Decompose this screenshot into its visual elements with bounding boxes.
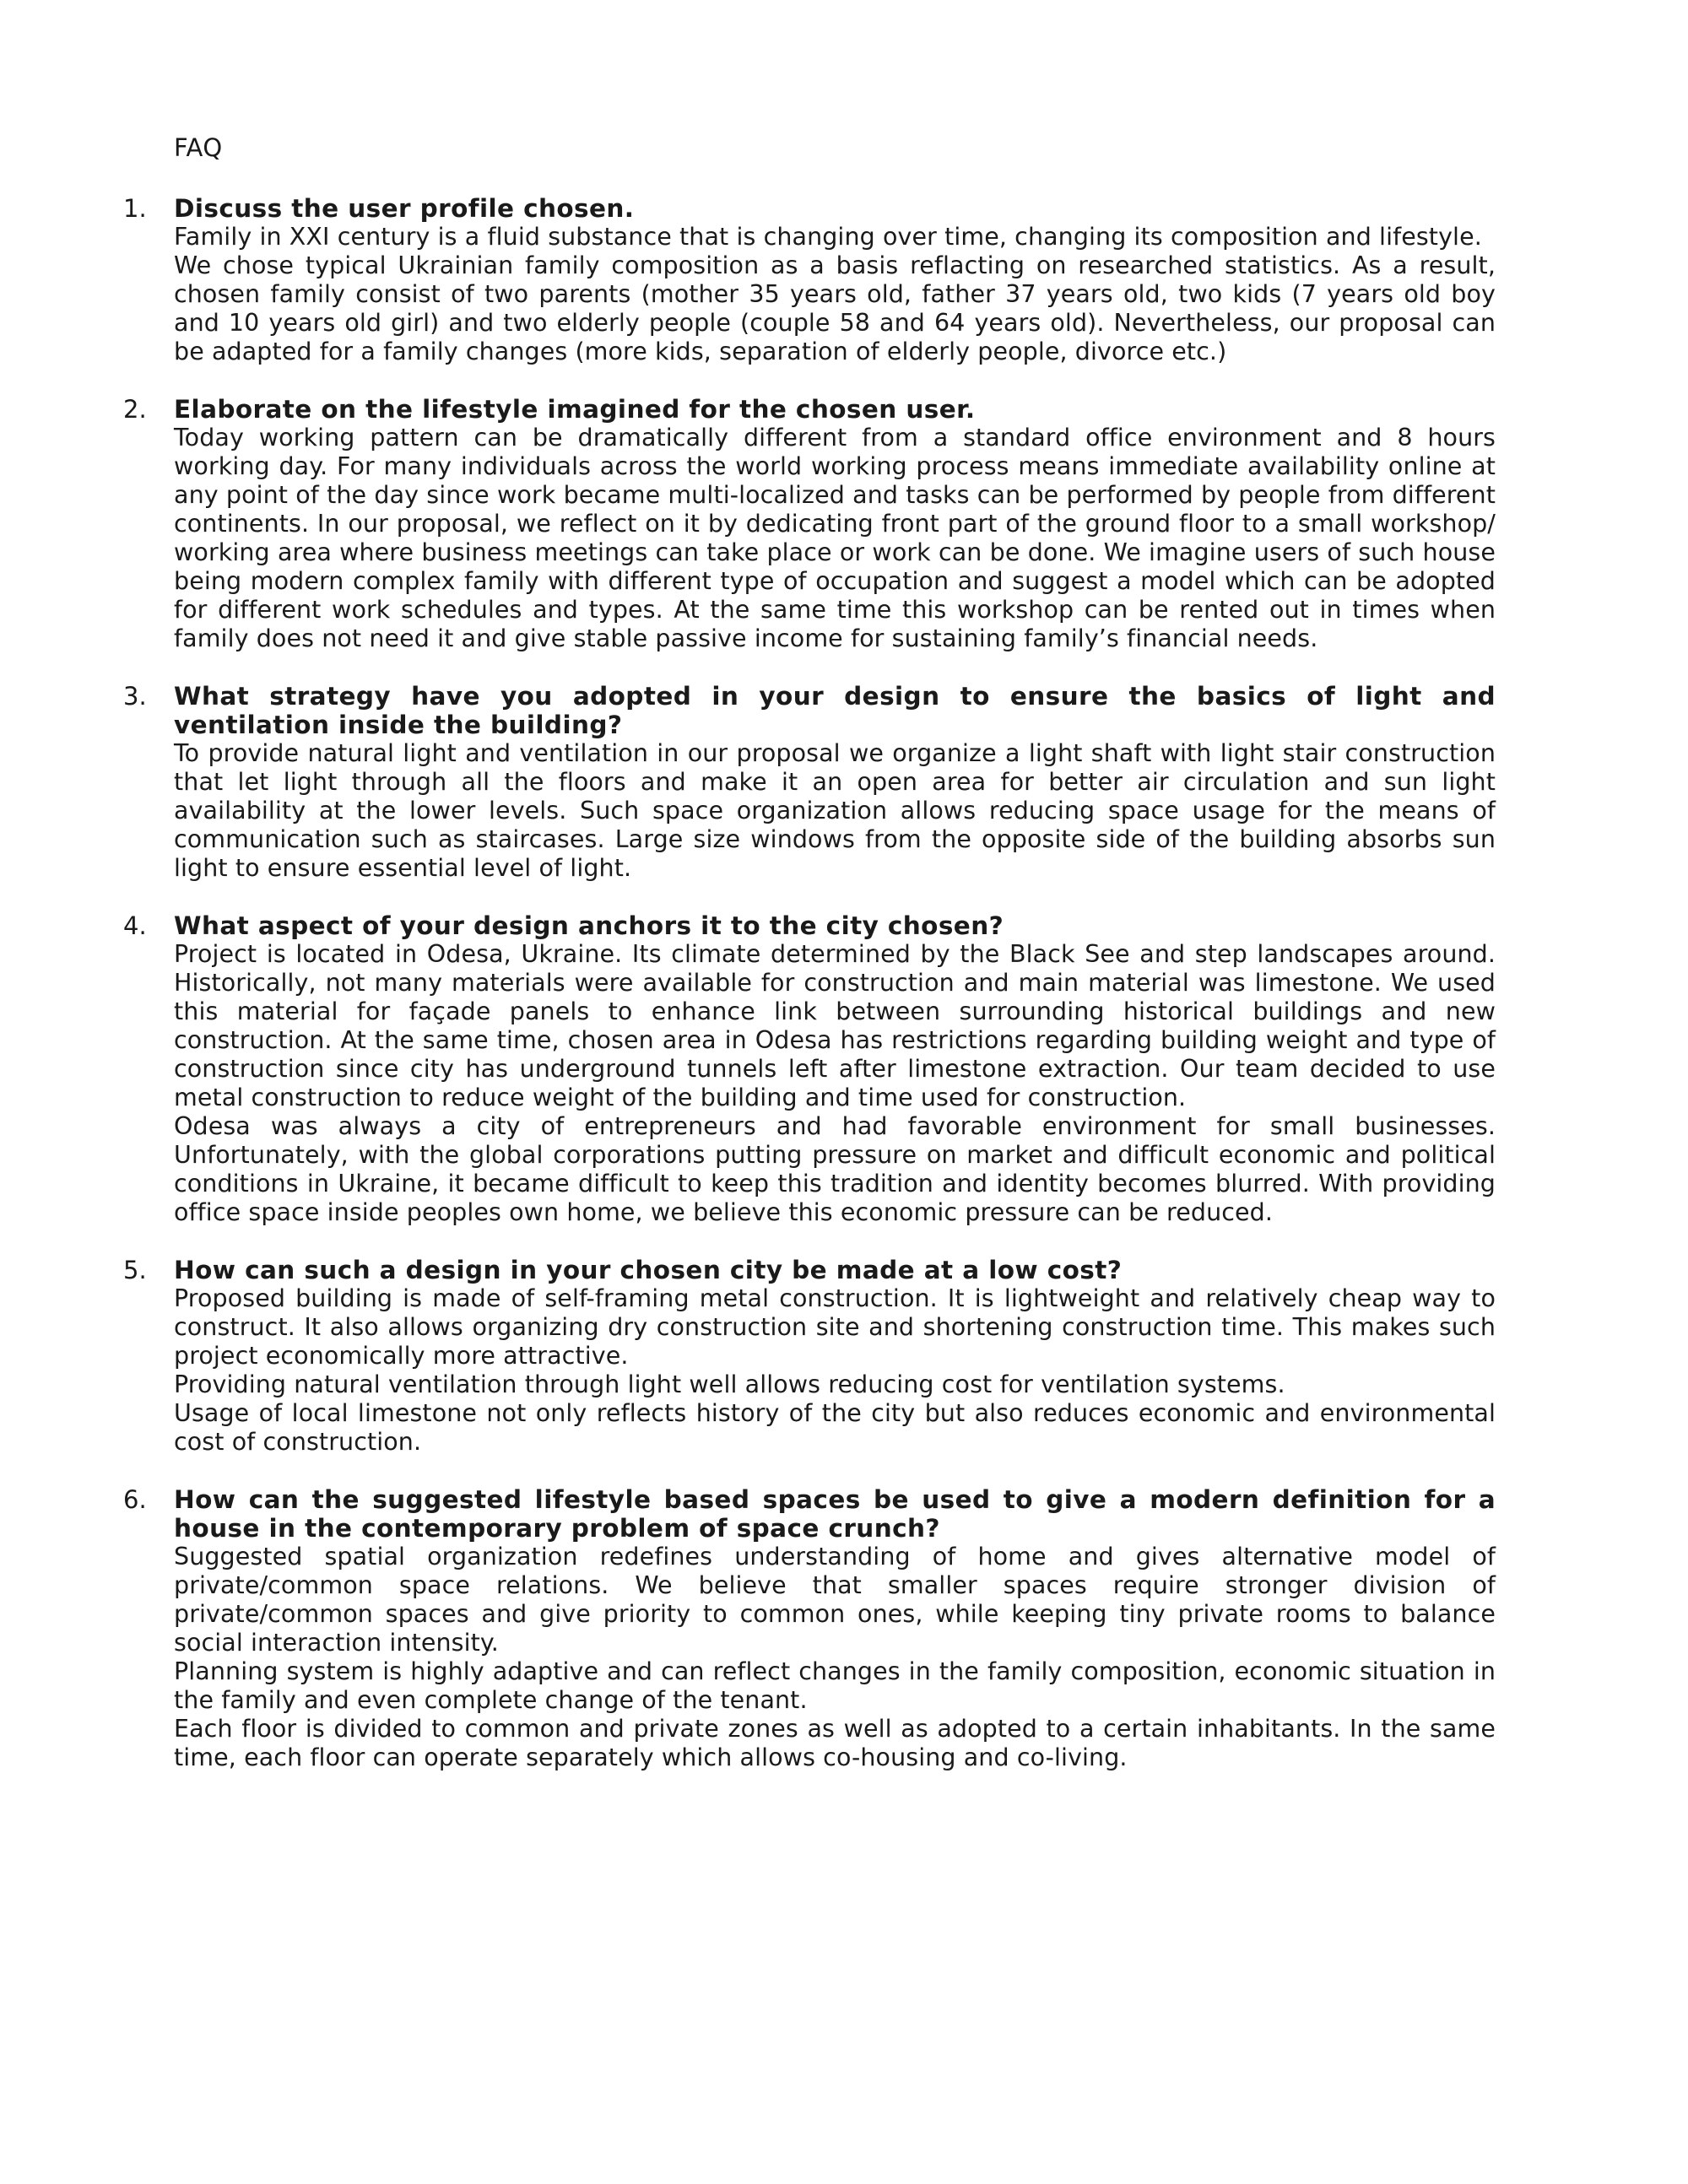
answer-paragraph: Today working pattern can be dramatically different from a standard office environment and 8 hours working day. For many individuals across the world working process means immediate availability online at any point of the day since work became multi-localized and tasks can be performed by people from different continents. In our proposal, we reflect on it by dedicating front part of the ground floor to a small workshop/ working area where business meetings can take place or work can be done. We imagine users of such house being modern complex family with different type of occupation and suggest a model which can be adopted for different work schedules and types. At the same time this workshop can be rented out in times when family does not need it and give stable passive income for sustaining family’s financial needs.: [174, 424, 1496, 652]
faq-item: [123, 682, 1496, 883]
answer-paragraph: We chose typical Ukrainian family composition as a basis reflacting on researched statistics. As a result, chosen family consist of two parents (mother 35 years old, father 37 years old, two kids (7 years old boy and 10 years old girl) and two elderly people (couple 58 and 64 years old). Nevertheless, our proposal can be adapted for a family changes (more kids, separation of elderly people, divorce etc.): [174, 251, 1496, 365]
item-number: 3.: [123, 682, 147, 711]
question-heading: Discuss the user profile chosen.: [174, 194, 635, 223]
answer-paragraph: Providing natural ventilation through light well allows reducing cost for ventilation systems.: [174, 1370, 1285, 1398]
item-number: 4.: [123, 911, 147, 940]
page-title: FAQ: [174, 133, 223, 162]
answer-paragraph: Odesa was always a city of entrepreneurs and had favorable environment for small businesses. Unfortunately, with the global corporations putting pressure on market and difficult economic and political conditions in Ukraine, it became difficult to keep this tradition and identity becomes blurred. With providing office space inside peoples own home, we believe this economic pressure can be reduced.: [174, 1112, 1496, 1226]
faq-item: [123, 1485, 1496, 1772]
item-number: 6.: [123, 1485, 147, 1514]
faq-item: [123, 1256, 1496, 1457]
item-number: 2.: [123, 395, 147, 424]
answer-paragraph: Family in XXI century is a fluid substance that is changing over time, changing its composition and lifestyle.: [174, 223, 1482, 251]
answer-paragraph: Usage of local limestone not only reflects history of the city but also reduces economic and environmental cost of construction.: [174, 1399, 1496, 1456]
answer-paragraph: Each floor is divided to common and private zones as well as adopted to a certain inhabitants. In the same time, each floor can operate separately which allows co-housing and co-living.: [174, 1715, 1496, 1771]
answer-paragraph: Planning system is highly adaptive and can reflect changes in the family composition, economic situation in the family and even complete change of the tenant.: [174, 1657, 1496, 1714]
answer-paragraph: To provide natural light and ventilation in our proposal we organize a light shaft with light stair construction that let light through all the floors and make it an open area for better air circulation and sun light availability at the lower levels. Such space organization allows reducing space usage for the means of communication such as staircases. Large size windows from the opposite side of the building absorbs sun light to ensure essential level of light.: [174, 739, 1496, 882]
answer-paragraph: Project is located in Odesa, Ukraine. Its climate determined by the Black See and step landscapes around. Historically, not many materials were available for construction and main material was limestone. We used this material for façade panels to enhance link between surrounding historical buildings and new construction. At the same time, chosen area in Odesa has restrictions regarding building weight and type of construction since city has underground tunnels left after limestone extraction. Our team decided to use metal construction to reduce weight of the building and time used for construction.: [174, 940, 1496, 1111]
question-heading: Elaborate on the lifestyle imagined for the chosen user.: [174, 395, 976, 424]
answer-paragraph: Proposed building is made of self-framing metal construction. It is lightweight and relatively cheap way to construct. It also allows organizing dry construction site and shortening construction time. This makes such project economically more attractive.: [174, 1284, 1496, 1370]
question-heading: What aspect of your design anchors it to the city chosen?: [174, 911, 1004, 940]
item-number: 1.: [123, 194, 147, 223]
question-heading: How can the suggested lifestyle based spaces be used to give a modern definition for a house in the contemporary problem of space crunch?: [174, 1485, 1496, 1543]
faq-list: [123, 194, 1496, 1801]
item-number: 5.: [123, 1256, 147, 1284]
question-heading: What strategy have you adopted in your design to ensure the basics of light and ventilation inside the building?: [174, 682, 1496, 739]
faq-item: [123, 395, 1496, 653]
faq-item: [123, 911, 1496, 1227]
faq-item: [123, 194, 1496, 366]
answer-paragraph: Suggested spatial organization redefines understanding of home and gives alternative model of private/common space relations. We believe that smaller spaces require stronger division of private/common spaces and give priority to common ones, while keeping tiny private rooms to balance social interaction intensity.: [174, 1543, 1496, 1657]
question-heading: How can such a design in your chosen city be made at a low cost?: [174, 1256, 1123, 1284]
